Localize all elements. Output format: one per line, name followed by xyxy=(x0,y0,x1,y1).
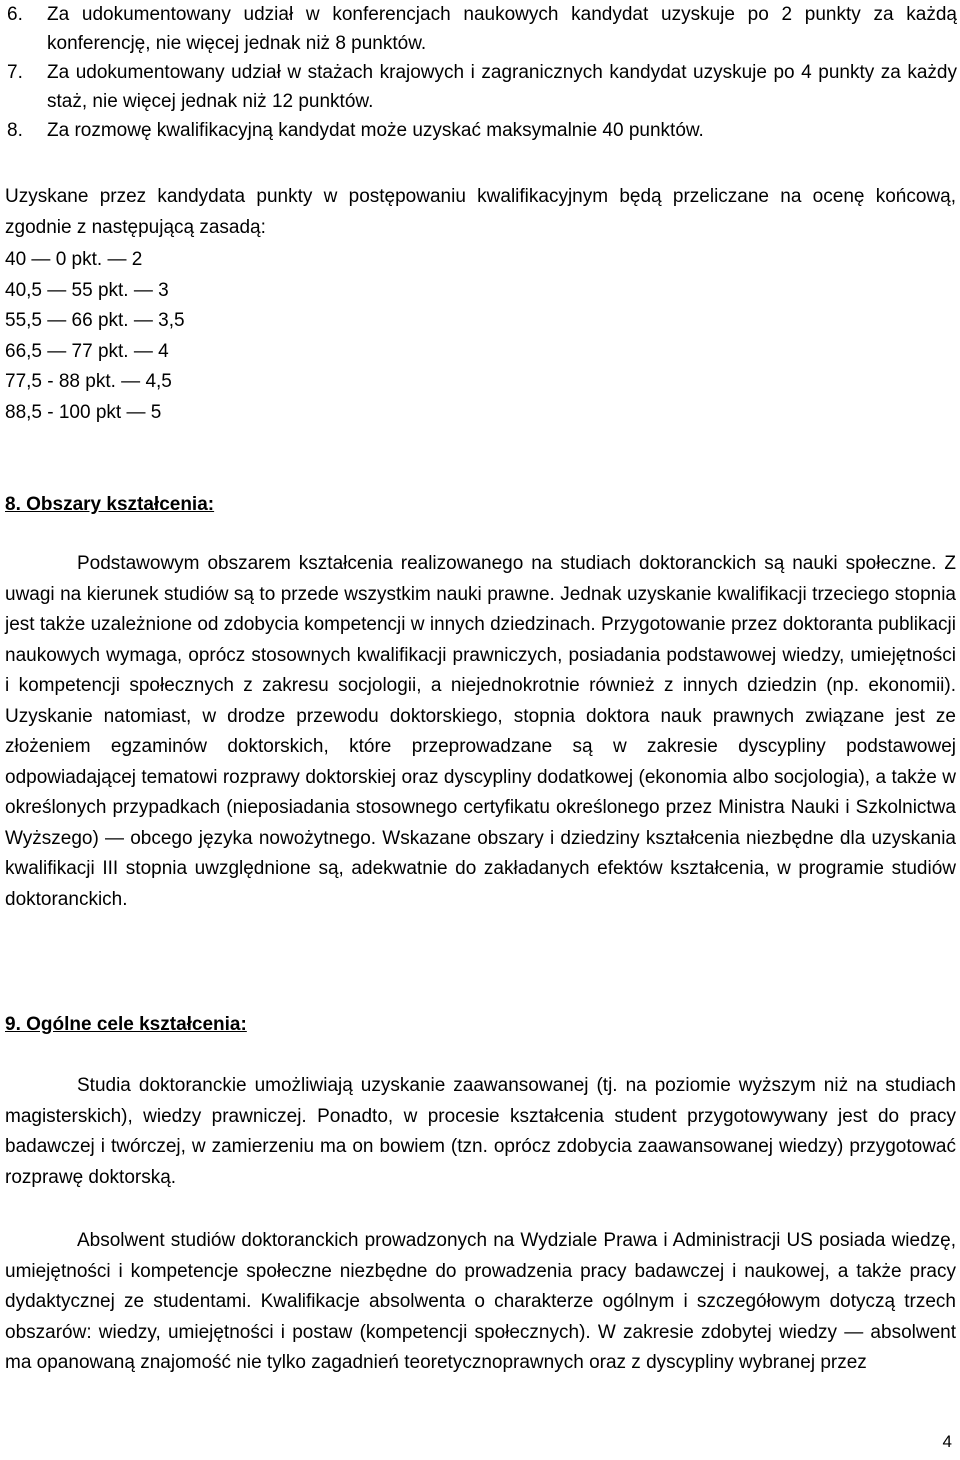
section-8-paragraph: Podstawowym obszarem kształcenia realizowanego na studiach doktoranckich są nauki społeczne. Z uwagi na kierunek studiów są to przede wszystkim nauki prawne. Jednak uzyskanie kwalifikacji trzeciego stopnia jest także uzależnione od zdobycia kompetencji w innych dziedzinach. Przygotowanie przez doktoranta publikacji naukowych wymaga, oprócz stosownych kwalifikacji prawniczych, posiadania podstawowej wiedzy, umiejętności i kompetencji społecznych z zakresu socjologii, a niejednokrotnie również z innych dziedzin (np. ekonomii). Uzyskanie natomiast, w drodze przewodu doktorskiego, stopnia doktora nauk prawnych związane jest ze złożeniem egzaminów doktorskich, które przeprowadzane są w zakresie dyscypliny podstawowej odpowiadającej tematowi rozprawy doktorskiej oraz dyscypliny dodatkowej (ekonomia albo socjologia), a także w określonych przypadkach (nieposiadania stosownego certyfikatu określonego przez Ministra Nauki i Szkolnictwa Wyższego) — obcego języka nowożytnego. Wskazane obszary i dziedziny kształcenia niezbędne dla uzyskania kwalifikacji III stopnia uwzględnione są, adekwatnie do zakładanych efektów kształcenia, w programie studiów doktoranckich. xyxy=(5,553,956,910)
criterion-text: Za udokumentowany udział w stażach krajowych i zagranicznych kandydat uzyskuje po 4 punkty za każdy staż, nie więcej jednak niż 12 punktów. xyxy=(47,62,957,112)
scale-row: 77,5 - 88 pkt. — 4,5 xyxy=(5,371,172,392)
scale-row: 88,5 - 100 pkt — 5 xyxy=(5,401,162,423)
section-9-paragraph-2: Absolwent studiów doktoranckich prowadzonych na Wydziale Prawa i Administracji US posiada wiedzę, umiejętności i kompetencje społeczne niezbędne do prowadzenia pracy badawczej i naukowej, a także pracy dydaktycznej ze studentami. Kwalifikacje absolwenta o charakterze ogólnym i szczegółowym dotyczą trzech obszarów: wiedzy, umiejętności i postaw (kompetencji społecznych). W zakresie zdobytej wiedzy — absolwent ma opanowaną znajomość nie tylko zagadnień teoretycznoprawnych oraz z dyscypliny wybranej przez xyxy=(5,1230,956,1373)
criterion-number: 7. xyxy=(7,62,23,83)
admission-criteria-list xyxy=(7,0,957,145)
conversion-scale xyxy=(5,245,185,428)
criterion-item xyxy=(7,0,957,58)
section-9-heading: 9. Ogólne cele kształcenia: xyxy=(5,1014,247,1035)
criterion-item xyxy=(7,58,957,116)
scale-row: 40 — 0 pkt. — 2 xyxy=(5,249,143,270)
section-9-paragraph-1: Studia doktoranckie umożliwiają uzyskanie zaawansowanej (tj. na poziomie wyższym niż na studiach magisterskich), wiedzy prawniczej. Ponadto, w procesie kształcenia student przygotowywany jest do pracy badawczej i twórczej, w zamierzeniu ma on bowiem (tzn. oprócz zdobycia zaawansowanej wiedzy) przygotować rozprawę doktorską. xyxy=(5,1075,956,1188)
scale-row: 55,5 — 66 pkt. — 3,5 xyxy=(5,310,185,331)
criterion-text: Za udokumentowany udział w konferencjach naukowych kandydat uzyskuje po 2 punkty za każdą konferencję, nie więcej jednak niż 8 punktów. xyxy=(47,4,957,54)
criterion-item xyxy=(7,116,957,145)
conversion-intro: Uzyskane przez kandydata punkty w postępowaniu kwalifikacyjnym będą przeliczane na ocenę końcową, zgodnie z następującą zasadą: xyxy=(5,186,956,238)
scale-row: 66,5 — 77 pkt. — 4 xyxy=(5,340,169,362)
page-number: 4 xyxy=(942,1432,952,1451)
scale-row: 40,5 — 55 pkt. — 3 xyxy=(5,279,169,301)
criterion-number: 6. xyxy=(7,4,23,25)
criterion-number: 8. xyxy=(7,120,23,141)
criterion-text: Za rozmowę kwalifikacyjną kandydat może uzyskać maksymalnie 40 punktów. xyxy=(47,120,704,141)
section-8-heading: 8. Obszary kształcenia: xyxy=(5,494,215,515)
